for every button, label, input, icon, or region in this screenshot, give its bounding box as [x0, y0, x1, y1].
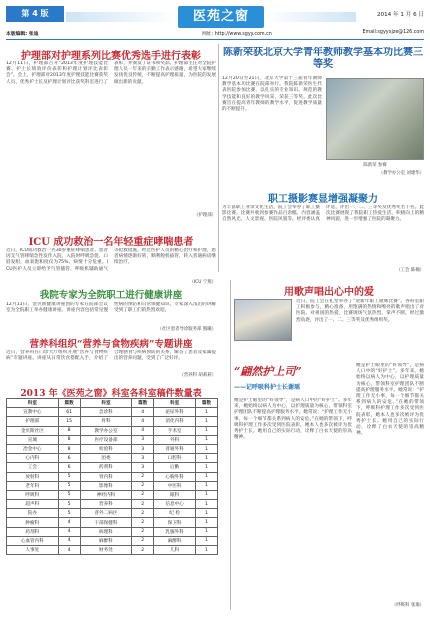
department-cell: 麻醉科 [154, 536, 196, 545]
count-cell: 1 [196, 509, 218, 518]
department-cell: 医疗设备部 [80, 435, 132, 444]
headline-icu: ICU 成功救治一名年轻重症哮喘患者 [28, 237, 194, 248]
count-cell: 2 [132, 527, 154, 536]
table-row [7, 536, 218, 545]
count-cell: 1 [196, 435, 218, 444]
body-nursing: 12月11日，护理部召开“2013年度护理技能比赛、护士长绩效评价表彰和护理计划评比表彰会”。会上，护理部对2013年度护理技能比赛获奖人员、优秀护士长及护理计划评比获奖科室进行了表彰，并颁发了证书和奖品。护理部主任对全院护理人员一年来的辛勤工作表示感谢，希望大家继续发扬优良传统，不断提高护理质量，为医院的发展做出新的贡献。 [6, 61, 216, 85]
contact-email: Email:sgyyxjze@126.com [362, 30, 424, 35]
column-divider [230, 280, 231, 610]
chen-photo-caption: 陈新荣 参赛 [363, 163, 387, 168]
credit-photo: （工会 陈楠） [396, 268, 424, 273]
department-cell: 冶金中心 [7, 444, 59, 453]
headline-nursing: 护理部对护理系列比赛优秀选手进行表彰 [21, 51, 201, 62]
department-cell: 急诊科 [80, 408, 132, 417]
department-cell: 神经内科 [80, 490, 132, 499]
department-cell: 肿瘤科 [7, 518, 59, 527]
department-cell: 超声科 [7, 500, 59, 509]
table-title: 2013 年《医苑之窗》科室各科室稿件数量表 [20, 389, 202, 399]
department-cell: 乳腺外科 [154, 527, 196, 536]
credit-nutrition: （营养科 胡莉莉） [179, 373, 216, 378]
headline-expert: 我院专家为全院职工进行健康讲座 [39, 290, 183, 301]
table-row [7, 490, 218, 499]
table-row [7, 500, 218, 509]
table-row [7, 509, 218, 518]
department-cell: 宣城 [7, 435, 59, 444]
department-cell: 保卫科 [154, 518, 196, 527]
choir-photo [234, 299, 292, 341]
department-cell: 病理科 [80, 527, 132, 536]
website-url: 网址: http://www.sgyy.com.cn [202, 32, 272, 37]
edition-badge: 第 4 版 [6, 6, 64, 22]
department-cell: 工会 [7, 463, 59, 472]
issue-date: 2014 年 1 月 6 日 [376, 12, 424, 18]
table-row [7, 435, 218, 444]
department-cell: 纪 检 [154, 509, 196, 518]
banner-title: 医苑之窗 [178, 6, 264, 28]
body-essay-right: 她是护士眼里的“好领导”，是病人口中的“好护士”。多年来，她始终以病人为中心，以护理质量为核心，带领科室护理团队不断提高护理服务水平。她常说：“护理工作无小事，每一个细节都关系到病人的安危。”在她的带领下，呼吸科护理工作多次受到医院表彰，她本人也多次被评为优秀护士长。她用自己的实际行动，诠释了白衣天使的崇高精神。 [356, 363, 424, 437]
count-cell: 1 [196, 527, 218, 536]
count-cell: 1 [196, 417, 218, 426]
count-cell: 2 [132, 509, 154, 518]
col-header: 科室 [7, 399, 59, 408]
table-row [7, 408, 218, 417]
body-photo: 为丰富职工业余文化生活，院工会举办了职工摄影比赛。比赛共收到参赛作品百余幅，内容涵盖自然风光、人文景观、医院风貌等。经评委认真评选，评出一、二、三等奖及优秀奖若干名。此次比赛展现了我院职工热爱生活、积极向上的精神风貌，进一步增强了医院的凝聚力。 [222, 205, 424, 223]
body-nutrition: 近日，营养科在门诊大厅组织开展“营养与食物疾病”专题讲座。讲座从日常饮食搭配入手，介绍了合理膳食与疾病预防的关系，解答了患者及家属提出的营养问题，受到了广泛好评。 [6, 350, 216, 362]
department-cell: 普通外科 [154, 444, 196, 453]
department-cell: 心胸外科 [154, 472, 196, 481]
count-cell: 4 [58, 536, 80, 545]
headline-essay: “翩然护上司” [234, 365, 302, 378]
department-cell: 中医科 [154, 481, 196, 490]
count-cell: 4 [58, 527, 80, 536]
table-row [7, 444, 218, 453]
count-cell: 1 [196, 546, 218, 555]
count-cell: 1 [196, 408, 218, 417]
article-count-table [6, 398, 218, 555]
count-cell: 61 [58, 408, 80, 417]
table-row [7, 472, 218, 481]
count-cell: 4 [58, 518, 80, 527]
department-cell: 宣教中心 [7, 408, 59, 417]
header-rule [6, 39, 424, 40]
count-cell: 2 [132, 472, 154, 481]
table-row [7, 546, 218, 555]
table-row [7, 527, 218, 536]
department-cell: 团委 [80, 454, 132, 463]
department-cell: 口腔科 [154, 454, 196, 463]
department-cell: 消化内科 [154, 417, 196, 426]
chen-photo [326, 78, 424, 160]
department-cell: 药剂科 [80, 463, 132, 472]
table-row [7, 518, 218, 527]
department-cell: 呼吸科 [7, 490, 59, 499]
count-cell: 4 [132, 426, 154, 435]
count-cell: 1 [196, 472, 218, 481]
credit-expert: （社区患者导诊服务部 熊曦） [157, 327, 216, 332]
credit-nursing: （护理部） [194, 213, 216, 218]
table-row [7, 481, 218, 490]
count-cell: 1 [196, 500, 218, 509]
headline-song: 用歌声唱出心中的爱 [284, 287, 374, 298]
count-cell: 5 [58, 509, 80, 518]
count-table-grid [6, 398, 218, 555]
count-cell: 8 [58, 435, 80, 444]
count-cell: 3 [132, 463, 154, 472]
table-header-row [7, 399, 218, 408]
count-cell: 1 [196, 454, 218, 463]
count-cell: 6 [58, 463, 80, 472]
col-header: 科室 [154, 399, 196, 408]
subheadline-essay: ——记呼吸科护士长谢瑶 [234, 384, 301, 391]
count-cell: 3 [132, 454, 154, 463]
masthead-band-right [266, 12, 356, 22]
count-cell: 8 [58, 444, 80, 453]
department-cell: 院办 [7, 509, 59, 518]
count-cell: 1 [196, 481, 218, 490]
count-cell: 1 [196, 444, 218, 453]
department-cell: 肾内科 [80, 472, 132, 481]
essay-title-block [234, 363, 352, 393]
body-icu: 近日，ICU成功救治一名30岁重症哮喘患者。患者因支气管哮喘急性发作入院，入院时呼吸急促、口唇发绀，血氧饱和度仅为75%，病情十分危重。ICU医护人员立即给予气管插管、呼吸机辅助通气等抢救措施，经过医护人员的精心治疗和护理，患者病情逐渐好转，顺利脱机拔管，转入普通病房继续治疗。 [6, 248, 216, 272]
department-cell: 干部保健科 [80, 518, 132, 527]
headline-chen: 陈新荣获北京大学青年教师教学基本功比赛三等奖 [223, 47, 423, 70]
credit-essay: （呼吸科 张瑜） [391, 603, 424, 608]
count-cell: 2 [132, 546, 154, 555]
count-cell: 8 [58, 426, 80, 435]
count-cell: 1 [196, 518, 218, 527]
count-cell: 2 [132, 518, 154, 527]
table-row [7, 417, 218, 426]
table-row [7, 454, 218, 463]
count-cell: 2 [132, 536, 154, 545]
body-essay-left: 她是护士眼里的“好领导”，是病人口中的“好护士”。多年来，她始终以病人为中心，以护理质量为核心，带领科室护理团队不断提高护理服务水平。她常说：“护理工作无小事，每一个细节都关系到病人的安危。”在她的带领下，呼吸科护理工作多次受到医院表彰，她本人也多次被评为优秀护士长。她用自己的实际行动，诠释了白衣天使的崇高精神。 [234, 398, 352, 441]
credit-chen: （教学办公室 刘建华） [378, 171, 424, 176]
masthead-band [66, 12, 176, 22]
column-divider [218, 44, 219, 272]
count-cell: 3 [132, 435, 154, 444]
count-cell: 1 [196, 426, 218, 435]
headline-chen-line1 [222, 47, 424, 71]
department-cell: 信息中心 [154, 500, 196, 509]
count-cell: 3 [132, 444, 154, 453]
count-cell: 15 [58, 417, 80, 426]
department-cell: 心内科 [7, 454, 59, 463]
editor-line: 本版编辑: 张迪 [6, 32, 39, 37]
count-cell: 2 [132, 500, 154, 509]
col-header: 篇数 [132, 399, 154, 408]
count-cell: 4 [132, 408, 154, 417]
count-cell: 2 [132, 481, 154, 490]
body-chen: 12月20日至21日，北京大学第十三届青年教师教学基本功比赛在院部举行。我院陈新荣医生代表医院参加比赛，以扎实的专业知识、规范的教学技能和良好的教学风采，荣获三等奖。此次比赛旨在提高青年教师的教学水平，促进教学质量的不断提升。 [222, 76, 322, 113]
department-cell: 金贝斯社区 [7, 426, 59, 435]
count-cell: 5 [58, 500, 80, 509]
headline-nutrition: 营养科组织“营养与食物疾病”专题讲座 [29, 339, 193, 350]
department-cell: 麻醉科 [80, 536, 132, 545]
col-header: 科室 [80, 399, 132, 408]
table-row [7, 426, 218, 435]
department-cell: 后勤 [154, 463, 196, 472]
masthead [6, 6, 424, 44]
department-cell: 护理部 [7, 417, 59, 426]
body-expert: 12月11日，金贝斯健康讲座团的专家在院部会议室为全院职工举办健康讲座。讲座内容包括常见慢性病的预防和日常保健知识，专家深入浅出的讲解受到了职工们的热烈欢迎。 [6, 302, 216, 314]
department-cell: 骨科 [80, 417, 132, 426]
count-cell: 1 [196, 463, 218, 472]
count-cell: 4 [58, 546, 80, 555]
count-cell: 6 [58, 454, 80, 463]
department-cell: 教学办公室 [80, 426, 132, 435]
col-header: 篇数 [58, 399, 80, 408]
department-cell: 影像科 [80, 481, 132, 490]
department-cell: 外科 [154, 435, 196, 444]
department-cell: 心血管内科 [7, 536, 59, 545]
department-cell: 财务处 [80, 546, 132, 555]
headline-photo: 职工摄影赛显增强凝聚力 [268, 194, 378, 205]
count-cell: 1 [196, 490, 218, 499]
count-cell: 5 [58, 472, 80, 481]
department-cell: 检验科 [80, 444, 132, 453]
department-cell: 药剂科 [7, 527, 59, 536]
count-cell: 1 [196, 536, 218, 545]
col-header: 篇数 [196, 399, 218, 408]
department-cell: 放射科 [7, 472, 59, 481]
department-cell: 泌尿外科 [154, 408, 196, 417]
department-cell: 眼科 [154, 490, 196, 499]
department-cell: 老年科 [7, 481, 59, 490]
credit-icu: （ICU 宁燕） [189, 280, 216, 285]
count-cell: 5 [58, 490, 80, 499]
department-cell: 人事处 [7, 546, 59, 555]
count-cell: 2 [132, 490, 154, 499]
count-cell: 4 [132, 417, 154, 426]
table-row [7, 463, 218, 472]
count-cell: 5 [58, 481, 80, 490]
department-cell: 营养科 [80, 500, 132, 509]
body-song: 近日，院工会在礼堂举办了“迎新年职工歌咏比赛”。各科室职工积极参与，精心准备，用饱满的热情和嘹亮的歌声唱出了对医院、对祖国的热爱。比赛现场气氛热烈，掌声不断。经过激烈角逐，评出了一、二、三等奖及优秀组织奖。 [296, 299, 424, 323]
department-cell: 手术室 [154, 426, 196, 435]
department-cell: 儿科 [154, 546, 196, 555]
department-cell: 普外二病区 [80, 509, 132, 518]
